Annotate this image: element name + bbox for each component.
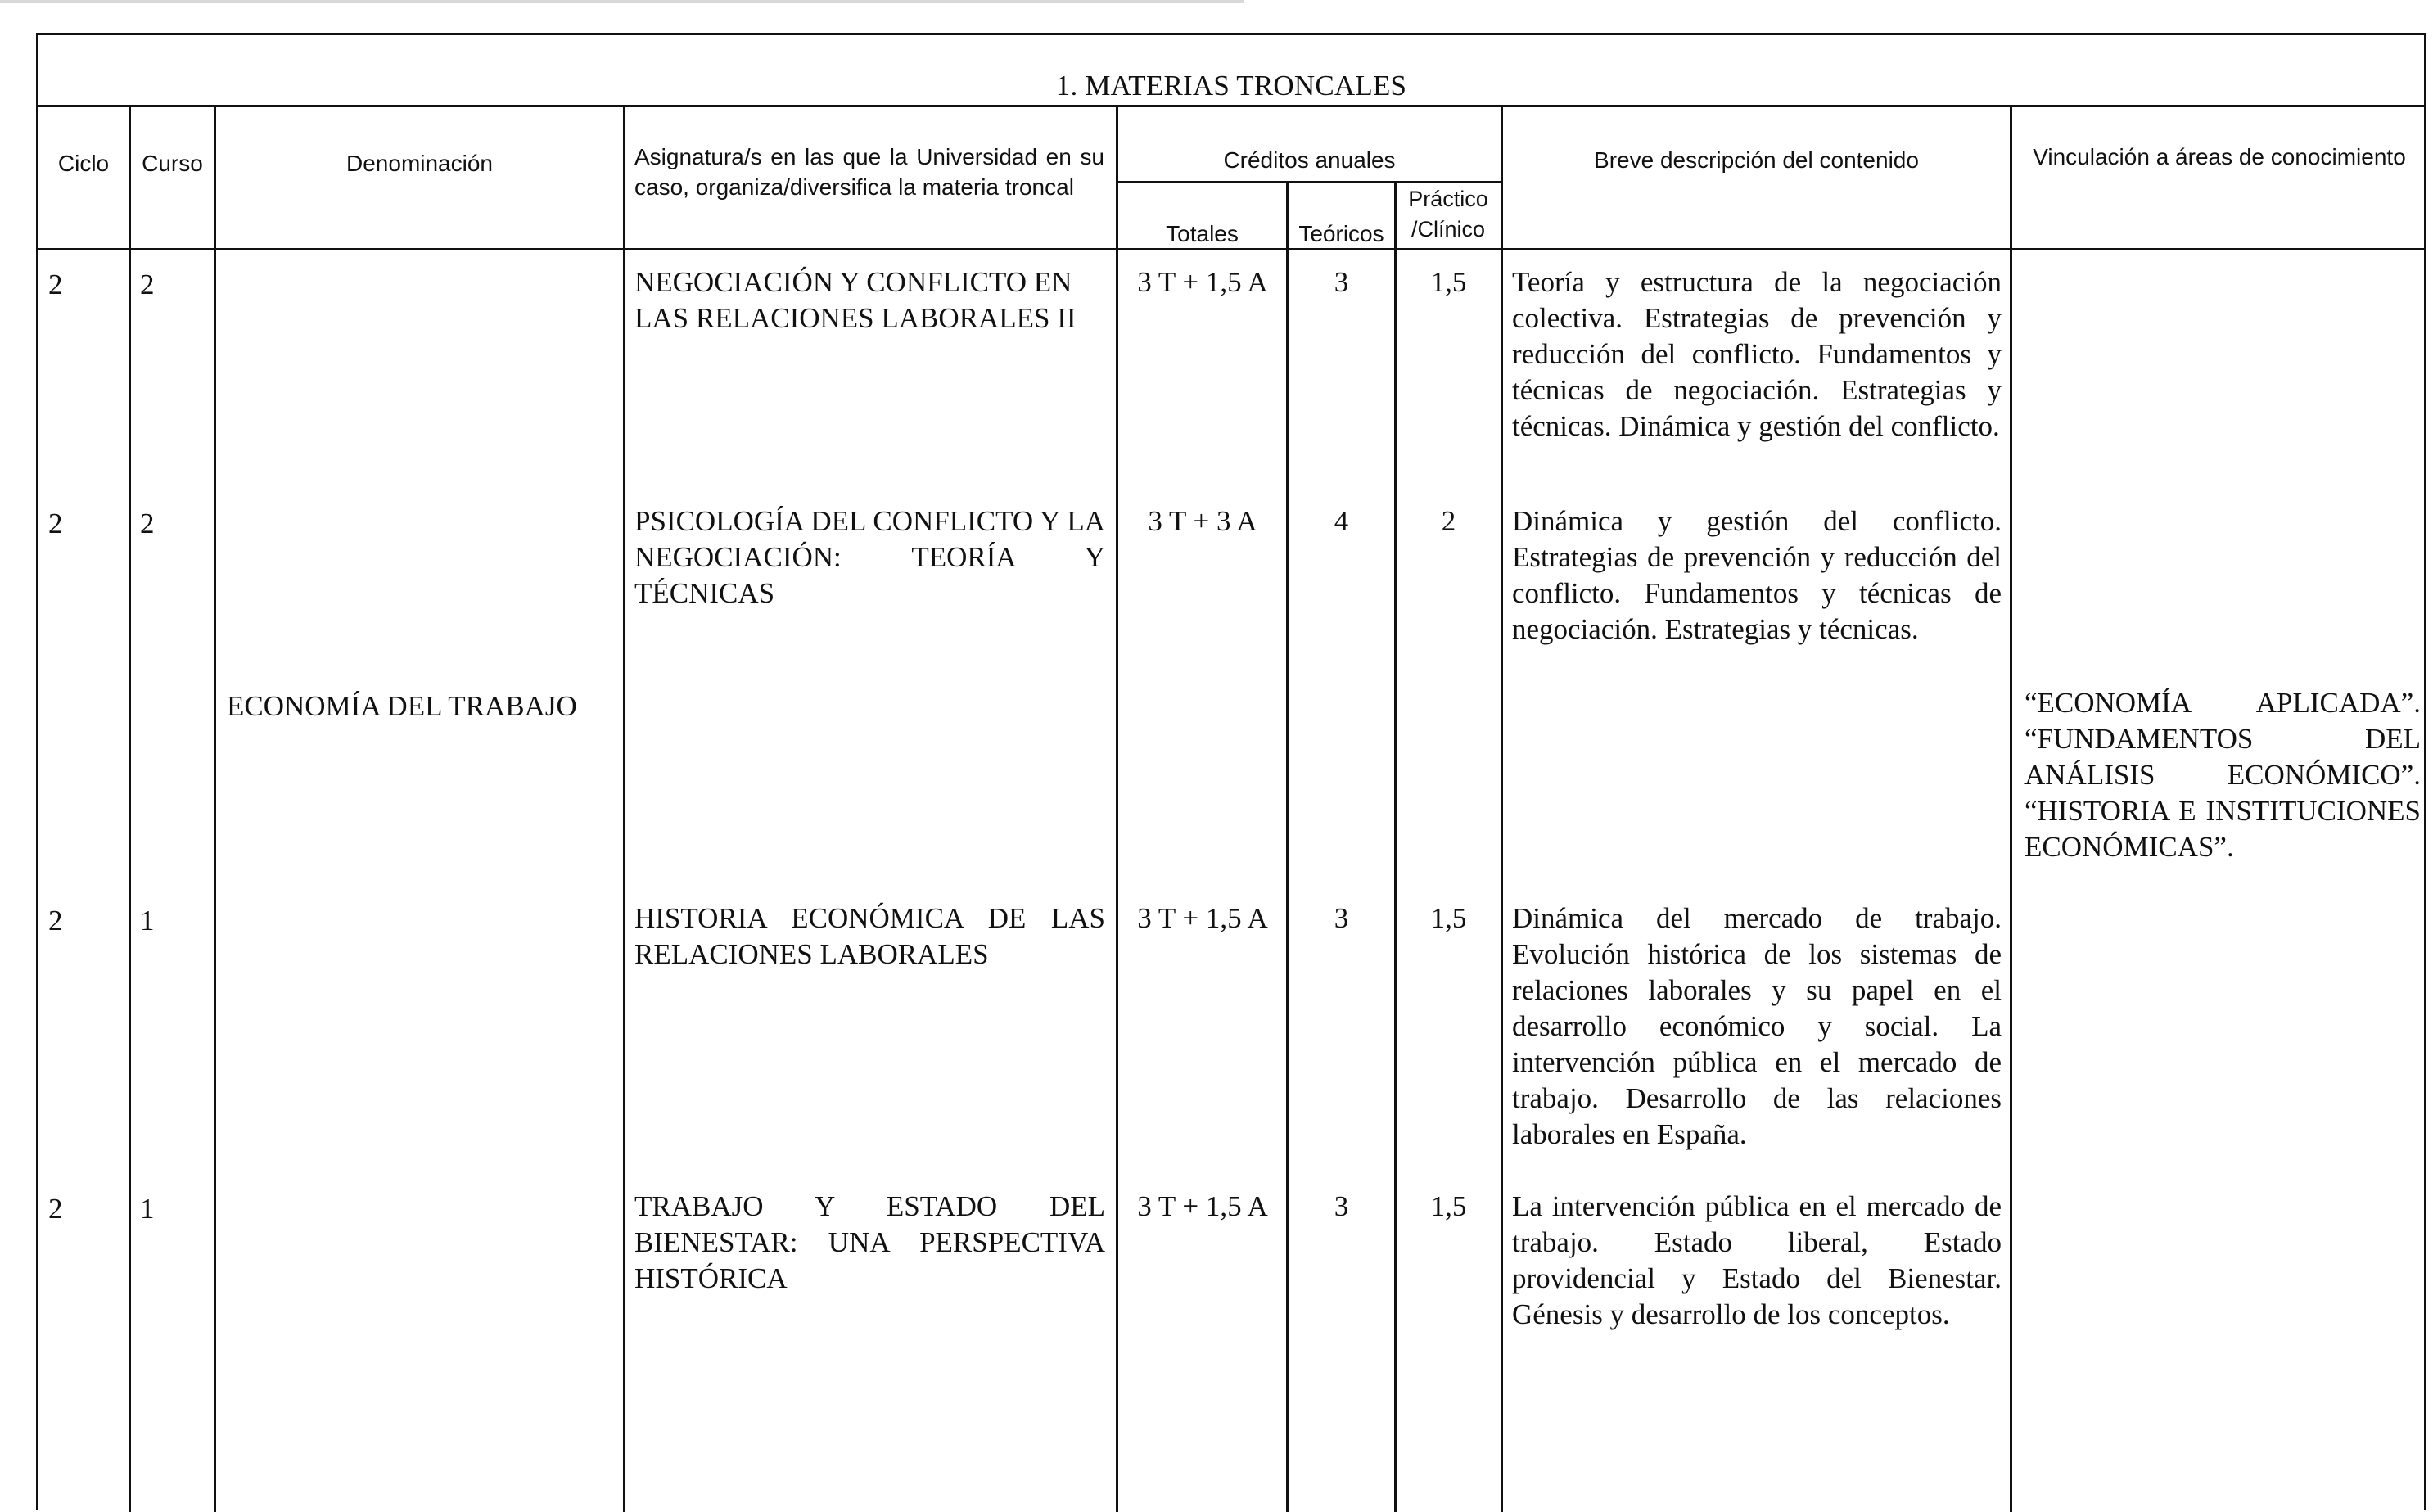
header-denominacion: Denominación <box>346 151 493 176</box>
header-asignaturas: Asignatura/s en las que la Universidad en su caso, organiza/diversifica la materia troncal <box>634 144 1104 200</box>
table-row-1-curso: 2 <box>140 269 155 300</box>
column-divider-denominacion <box>623 107 625 1512</box>
table-row-2-descripcion: Dinámica y gestión del conflicto. Estrategias de prevención y reducción del conflicto. Fundamentos y técnicas de negociación. Estrategias y técnicas. <box>1512 505 2002 645</box>
table-title-row <box>38 35 2424 107</box>
header-totales: Totales <box>1166 221 1239 246</box>
header-teoricos: Teóricos <box>1298 221 1384 246</box>
areas-conocimiento-cell: “ECONOMÍA APLICADA”. “FUNDAMENTOS DEL ANÁLISIS ECONÓMICO”. “HISTORIA E INSTITUCIONES ECONÓMICAS”. <box>2024 687 2421 863</box>
credits-subheader-line <box>1116 181 1501 183</box>
table-row-3-descripcion: Dinámica del mercado de trabajo. Evolución histórica de los sistemas de relaciones laborales y su papel en el desarrollo económico y social. La intervención pública en el mercado de trabajo. Desarrollo de las relaciones laborales en España. <box>1512 902 2002 1150</box>
table-row-3-ciclo: 2 <box>48 905 63 937</box>
table-title: 1. MATERIAS TRONCALES <box>1055 70 1407 102</box>
table-row-3-totales: 3 T + 1,5 A <box>1137 902 1268 934</box>
table-row-4-totales: 3 T + 1,5 A <box>1137 1190 1268 1222</box>
table-row-4-descripcion: La intervención pública en el mercado de trabajo. Estado liberal, Estado providencial y Estado del Bienestar. Génesis y desarrollo de los conceptos. <box>1512 1190 2002 1330</box>
table-row-4-ciclo: 2 <box>48 1193 63 1225</box>
header-descripcion: Breve descripción del contenido <box>1594 147 1919 173</box>
table-row-1-teoricos: 3 <box>1334 266 1349 298</box>
column-divider-practico <box>1501 107 1503 1512</box>
header-vinculacion: Vinculación a áreas de conocimiento <box>2033 144 2406 169</box>
scan-top-line <box>0 0 1244 3</box>
table-row-3-teoricos: 3 <box>1334 902 1349 934</box>
table-row-2-asignatura: PSICOLOGÍA DEL CONFLICTO Y LA NEGOCIACIÓN: TEORÍA Y TÉCNICAS <box>634 505 1105 609</box>
table-row-2-practico: 2 <box>1441 505 1456 537</box>
table-row-3-asignatura: HISTORIA ECONÓMICA DE LAS RELACIONES LABORALES <box>634 902 1105 970</box>
column-divider-ciclo <box>129 107 131 1512</box>
column-divider-descripcion <box>2010 107 2012 1512</box>
denominacion-cell: ECONOMÍA DEL TRABAJO <box>227 690 577 722</box>
header-curso: Curso <box>142 151 203 176</box>
header-ciclo: Ciclo <box>57 151 110 176</box>
table-row-1-totales: 3 T + 1,5 A <box>1137 266 1268 298</box>
materias-troncales-table <box>36 33 2426 1510</box>
table-row-2-ciclo: 2 <box>48 508 63 539</box>
table-row-4-asignatura: TRABAJO Y ESTADO DEL BIENESTAR: UNA PERSPECTIVA HISTÓRICA <box>634 1190 1105 1294</box>
table-row-1-practico: 1,5 <box>1430 266 1467 298</box>
table-row-4-practico: 1,5 <box>1430 1190 1467 1222</box>
header-creditos-anuales: Créditos anuales <box>1223 147 1396 173</box>
header-practico-clinico: Práctico /Clínico <box>1408 187 1488 241</box>
table-row-1-ciclo: 2 <box>48 269 63 300</box>
table-row-2-teoricos: 4 <box>1334 505 1349 537</box>
table-row-1-asignatura: NEGOCIACIÓN Y CONFLICTO EN LAS RELACIONES LABORALES II <box>634 266 1077 334</box>
table-row-2-totales: 3 T + 3 A <box>1148 505 1257 537</box>
column-divider-teoricos <box>1394 181 1397 1512</box>
table-row-4-teoricos: 3 <box>1334 1190 1349 1222</box>
table-row-4-curso: 1 <box>140 1193 155 1225</box>
table-row-3-practico: 1,5 <box>1430 902 1467 934</box>
column-divider-asignatura <box>1116 107 1118 1512</box>
table-row-3-curso: 1 <box>140 905 155 937</box>
table-row-1-descripcion: Teoría y estructura de la negociación colectiva. Estrategias de prevención y reducción del conflicto. Fundamentos y técnicas de negociación. Estrategias y técnicas. Dinámica y gestión del conflicto. <box>1512 266 2002 442</box>
table-row-2-curso: 2 <box>140 508 155 539</box>
column-divider-curso <box>214 107 216 1512</box>
column-divider-totales <box>1286 181 1289 1512</box>
